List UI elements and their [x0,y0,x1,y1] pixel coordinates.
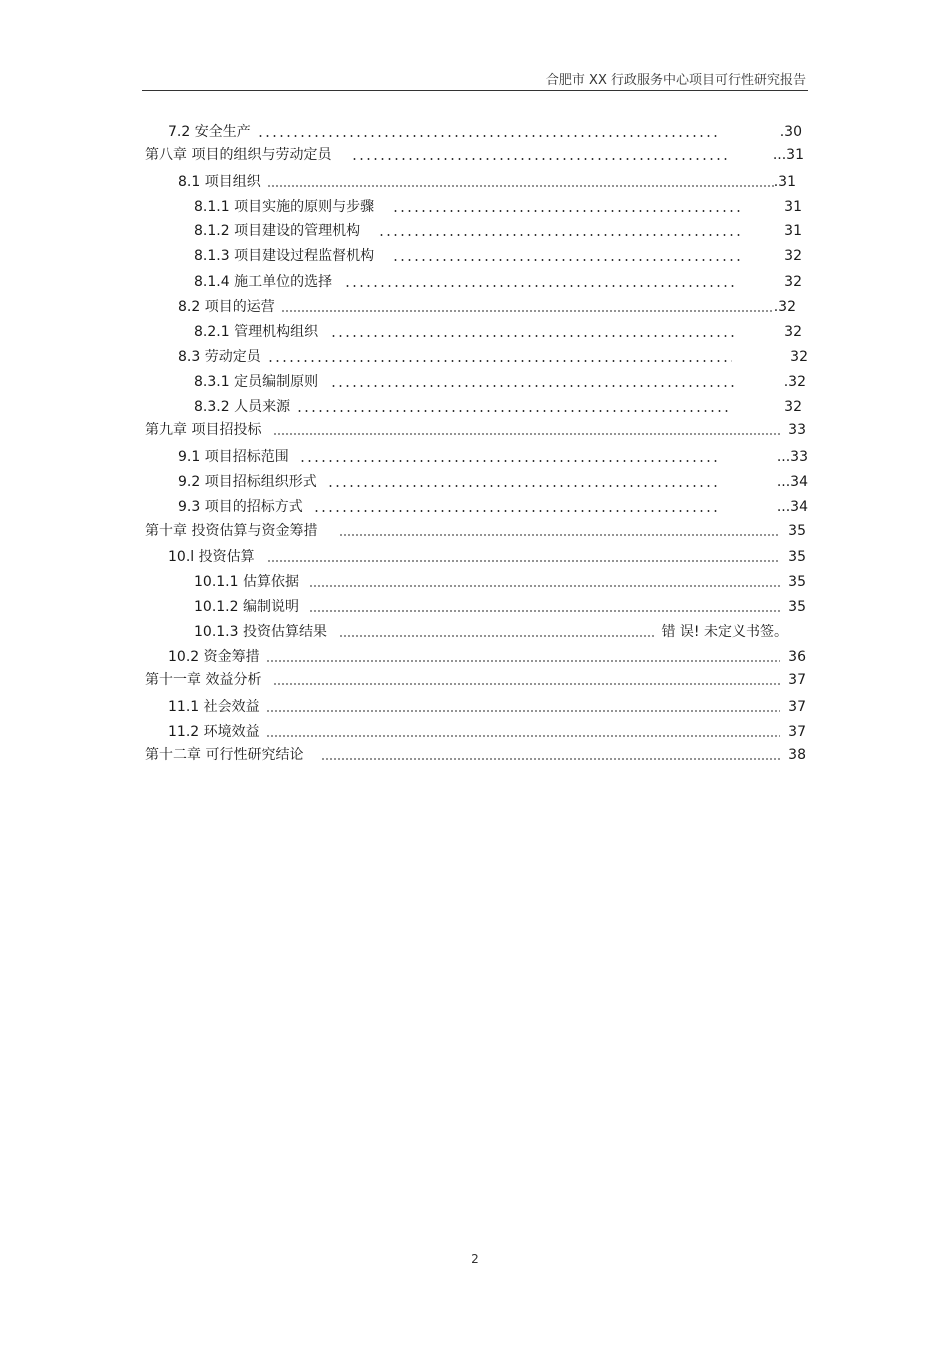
toc-entry-page: 32 [784,399,802,415]
toc-entry-title: 11.1 社会效益 [168,699,260,715]
toc-dot-leader [296,399,730,413]
toc-entry[interactable] [145,669,806,689]
toc-entry-title: 第十二章 可行性研究结论 [145,747,304,763]
toc-entry-title: 第十一章 效益分析 [145,672,262,688]
toc-entry[interactable] [178,496,808,516]
toc-entry[interactable] [194,621,788,641]
toc-dot-leader [313,499,719,513]
toc-entry-title: 11.2 环境效益 [168,724,260,740]
toc-entry-page: 33 [788,422,806,438]
toc-dot-leader [392,199,740,213]
toc-entry[interactable] [194,245,802,265]
toc-entry-page: 37 [788,724,806,740]
toc-entry-title: 8.1.1 项目实施的原则与步骤 [194,199,375,215]
toc-entry[interactable] [194,271,802,291]
toc-entry-title: 8.3.1 定员编制原则 [194,374,319,390]
toc-dot-leader [309,574,780,588]
toc-dot-leader [273,422,780,436]
toc-entry[interactable] [194,196,802,216]
toc-entry-title: 8.2 项目的运营 [178,299,275,315]
toc-dot-leader [339,624,656,638]
toc-dot-leader [257,124,720,138]
toc-entry[interactable] [194,596,806,616]
toc-dot-leader [266,699,781,713]
toc-entry[interactable] [194,396,802,416]
header-title: 合肥市 XX 行政服务中心项目可行性研究报告 [545,73,806,88]
toc-entry-page: ...33 [776,449,808,465]
toc-entry-page: ...31 [772,147,804,163]
toc-entry-title: 10.2 资金筹措 [168,649,260,665]
toc-entry-page: 35 [788,574,806,590]
toc-dot-leader [273,672,780,686]
toc-entry-title: 8.1.4 施工单位的选择 [194,274,333,290]
toc-entry-page: 32 [784,248,802,264]
toc-dot-leader [330,324,734,338]
toc-dot-leader [299,449,719,463]
toc-dot-leader [267,549,781,563]
toc-dot-leader [321,747,780,761]
toc-dot-leader [339,523,780,537]
toc-entry-page: .31 [773,174,796,190]
toc-dot-leader [330,374,734,388]
toc-entry-page: ...34 [776,499,808,515]
toc-dot-leader [309,599,780,613]
toc-entry-page: .32 [783,374,806,390]
toc-entry-page: .32 [773,299,796,315]
toc-entry-page: 错 误! 未定义书签。 [661,624,788,640]
toc-entry-title: 8.3.2 人员来源 [194,399,291,415]
toc-entry[interactable] [178,296,796,316]
toc-dot-leader [266,724,781,738]
toc-dot-leader [392,248,740,262]
toc-entry[interactable] [168,546,806,566]
toc-entry[interactable] [145,744,806,764]
toc-entry[interactable] [178,346,808,366]
toc-dot-leader [267,174,774,188]
toc-entry-title: 9.2 项目招标组织形式 [178,474,317,490]
toc-entry[interactable] [194,371,806,391]
toc-dot-leader [378,223,740,237]
toc-entry-title: 10.1.3 投资估算结果 [194,624,327,640]
toc-entry[interactable] [168,721,806,741]
toc-entry-page: .30 [779,124,802,140]
toc-entry-page: 32 [784,324,802,340]
toc-entry-page: 38 [788,747,806,763]
toc-entry[interactable] [178,446,808,466]
toc-dot-leader [266,649,781,663]
toc-entry-title: 8.1 项目组织 [178,174,261,190]
toc-entry[interactable] [194,220,802,240]
toc-entry[interactable] [145,419,806,439]
toc-entry-title: 9.3 项目的招标方式 [178,499,303,515]
toc-entry-title: 第八章 项目的组织与劳动定员 [145,147,332,163]
toc-dot-leader [267,349,732,363]
toc-entry-title: 8.2.1 管理机构组织 [194,324,319,340]
toc-entry-page: 35 [788,549,806,565]
toc-entry-page: 31 [784,223,802,239]
toc-entry-page: 37 [788,672,806,688]
toc-entry[interactable] [178,471,808,491]
toc-dot-leader [327,474,719,488]
toc-entry[interactable] [145,520,806,540]
toc-entry-title: 8.3 劳动定员 [178,349,261,365]
toc-entry-page: 35 [788,523,806,539]
toc-entry-page: 36 [788,649,806,665]
toc-entry[interactable] [168,646,806,666]
toc-entry-page: 37 [788,699,806,715]
toc-entry[interactable] [168,121,802,141]
toc-entry-title: 10.1.2 编制说明 [194,599,299,615]
toc-entry-page: 32 [790,349,808,365]
toc-dot-leader [351,147,728,161]
toc-entry-page: ...34 [776,474,808,490]
toc-entry[interactable] [194,321,802,341]
toc-dot-leader [344,274,734,288]
toc-dot-leader [281,299,774,313]
toc-entry-title: 10.1.1 估算依据 [194,574,299,590]
toc-entry-title: 10.l 投资估算 [168,549,255,565]
toc-entry-page: 31 [784,199,802,215]
toc-entry-title: 8.1.2 项目建设的管理机构 [194,223,361,239]
toc-entry[interactable] [178,171,796,191]
toc-entry-title: 第十章 投资估算与资金筹措 [145,523,318,539]
toc-entry[interactable] [168,696,806,716]
toc-entry[interactable] [145,144,804,164]
toc-entry-title: 8.1.3 项目建设过程监督机构 [194,248,375,264]
toc-entry-page: 35 [788,599,806,615]
page-number: 2 [471,1252,479,1266]
toc-entry-title: 第九章 项目招投标 [145,422,262,438]
toc-entry-title: 7.2 安全生产 [168,124,251,140]
toc-entry-title: 9.1 项目招标范围 [178,449,289,465]
toc-entry[interactable] [194,571,806,591]
toc-entry-page: 32 [784,274,802,290]
